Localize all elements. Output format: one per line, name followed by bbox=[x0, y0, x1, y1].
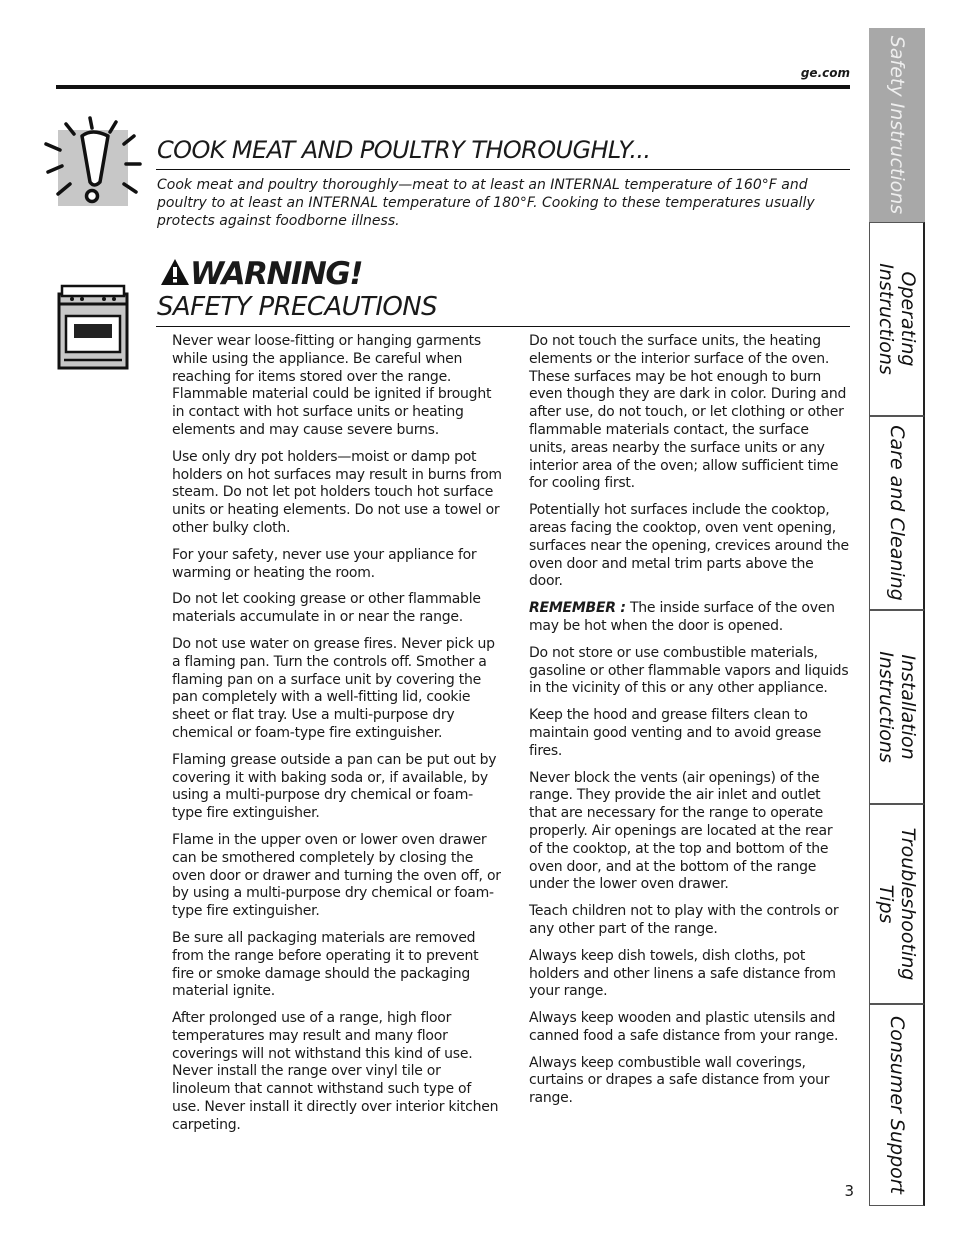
tab-label: Installation Instructions bbox=[874, 651, 919, 763]
tab-troubleshooting-tips[interactable] bbox=[869, 804, 925, 1004]
paragraph: Never wear loose-fitting or hanging garments while using the appliance. Be careful when reaching for items stored over the range. Flammable material could be ignited if brought in contact with hot surface units or heating elements and may cause severe burns. bbox=[172, 333, 492, 438]
exclamation-bulb-icon bbox=[44, 114, 144, 214]
paragraph: Do not let cooking grease or other flammable materials accumulate in or near the range. bbox=[172, 591, 481, 626]
range-oven-icon bbox=[56, 280, 130, 372]
paragraph: Keep the hood and grease filters clean to maintain good venting and to avoid grease fires. bbox=[529, 707, 822, 759]
heading-rule bbox=[156, 169, 850, 170]
tab-care-and-cleaning[interactable] bbox=[869, 416, 925, 610]
tab-label: Consumer Support bbox=[885, 1015, 908, 1195]
paragraph: Potentially hot surfaces include the cooktop, areas facing the cooktop, oven vent opening, surfaces near the opening, crevices around the oven door and metal trim parts above the door. bbox=[529, 502, 849, 590]
paragraph: Flaming grease outside a pan can be put out by covering it with baking soda or, if available, by using a multi-purpose dry chemical or foam-type fire extinguisher. bbox=[172, 751, 497, 822]
tab-label: Operating Instructions bbox=[874, 263, 919, 375]
section-heading-safety-precautions: SAFETY PRECAUTIONS bbox=[157, 292, 438, 322]
remember-paragraph bbox=[529, 600, 849, 636]
warning-label: WARNING! bbox=[190, 256, 362, 292]
tab-label: Safety Instructions bbox=[885, 35, 908, 215]
paragraph: Always keep dish towels, dish cloths, pot holders and other linens a safe distance from your range. bbox=[529, 947, 836, 1000]
tab-label: Care and Cleaning bbox=[885, 425, 908, 601]
site-url: ge.com bbox=[800, 66, 850, 80]
left-column bbox=[172, 333, 502, 1144]
tab-operating-instructions[interactable] bbox=[869, 222, 925, 416]
paragraph: Teach children not to play with the controls or any other part of the range. bbox=[529, 903, 839, 937]
page-number: 3 bbox=[844, 1182, 854, 1200]
section-heading-cook-meat: COOK MEAT AND POULTRY THOROUGHLY... bbox=[157, 136, 651, 164]
warning-title bbox=[160, 256, 362, 296]
tab-installation-instructions[interactable] bbox=[869, 610, 925, 804]
paragraph: Always keep combustible wall coverings, curtains or drapes a safe distance from your range. bbox=[529, 1054, 830, 1107]
tab-consumer-support[interactable] bbox=[869, 1004, 925, 1206]
remember-label: REMEMBER : bbox=[529, 600, 626, 617]
cook-meat-paragraph: Cook meat and poultry thoroughly—meat to at least an INTERNAL temperature of 160°F and poultry to at least an INTERNAL temperature of 180°F. Cooking to these temperatures usually protects against foodborne illness. bbox=[157, 177, 815, 229]
paragraph: Flame in the upper oven or lower oven drawer can be smothered completely by closing the oven door or drawer and turning the oven off, or by using a multi-purpose dry chemical or foam-type fire extinguisher. bbox=[172, 831, 501, 920]
top-rule bbox=[56, 85, 850, 89]
paragraph: Do not use water on grease fires. Never pick up a flaming pan. Turn the controls off. Smother a flaming pan on a surface unit by covering the pan completely with a well-fitting lid, cookie sheet or flat tray. Use a multi-purpose dry chemical or foam-type fire extinguisher. bbox=[172, 635, 495, 741]
section-tabs bbox=[869, 28, 925, 1206]
tab-safety-instructions[interactable] bbox=[869, 28, 925, 222]
paragraph: Never block the vents (air openings) of the range. They provide the air inlet and outlet that are necessary for the range to operate properly. Air openings are located at the rear of the cooktop, at the top and bottom of the oven door, and at the bottom of the range under the lower oven drawer. bbox=[529, 769, 833, 893]
paragraph: Always keep wooden and plastic utensils and canned food a safe distance from your range. bbox=[529, 1010, 839, 1044]
remember-text: The inside surface of the oven may be hot when the door is opened. bbox=[529, 600, 835, 634]
warning-triangle-icon bbox=[160, 257, 190, 287]
paragraph: After prolonged use of a range, high floor temperatures may result and many floor coverings will not withstand this kind of use. Never install the range over vinyl tile or linoleum that cannot withstand such type of use. Never install it directly over interior kitchen carpeting. bbox=[172, 1010, 499, 1133]
paragraph: For your safety, never use your appliance for warming or heating the room. bbox=[172, 546, 477, 581]
paragraph: Do not touch the surface units, the heating elements or the interior surface of the oven. These surfaces may be hot enough to burn even though they are dark in color. During and after use, do not touch, or let clothing or other flammable materials contact, the surface units, areas nearby the surface units or any interior area of the oven; allow sufficient time for cooling first. bbox=[529, 333, 847, 492]
right-column bbox=[529, 333, 849, 1117]
tab-label: Troubleshooting Tips bbox=[874, 827, 919, 981]
paragraph: Do not store or use combustible materials, gasoline or other flammable vapors and liquids in the vicinity of this or any other appliance. bbox=[529, 644, 849, 697]
heading-rule bbox=[156, 326, 850, 327]
paragraph: Use only dry pot holders—moist or damp pot holders on hot surfaces may result in burns from steam. Do not let pot holders touch hot surface units or heating elements. Do not use a towel or other bulky cloth. bbox=[172, 448, 502, 536]
paragraph: Be sure all packaging materials are removed from the range before operating it to prevent fire or smoke damage should the packaging material ignite. bbox=[172, 929, 479, 1000]
